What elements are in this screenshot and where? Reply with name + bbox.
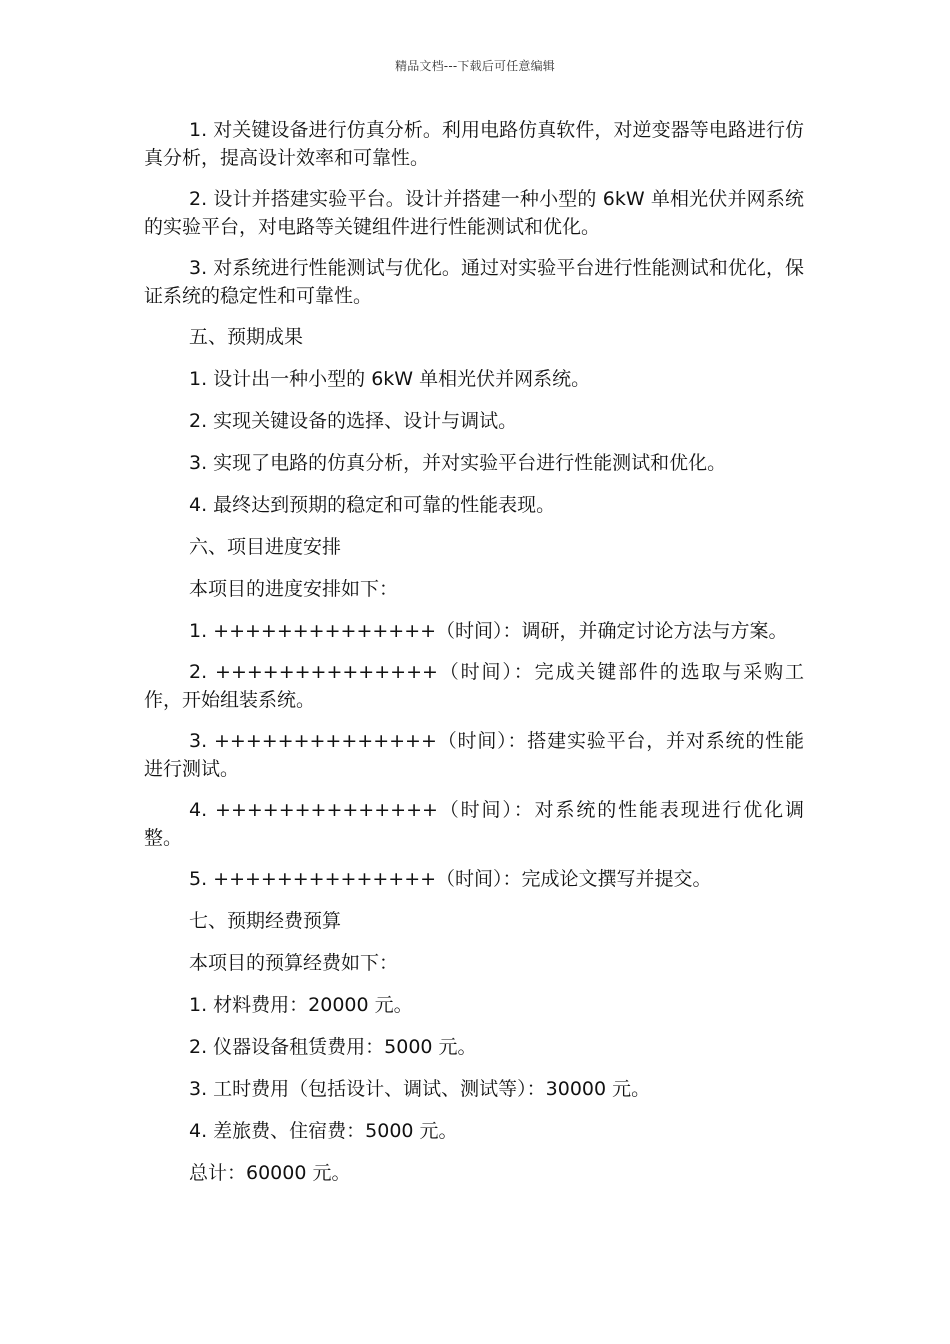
document-body [144, 116, 804, 1201]
paragraph-simulation-analysis: 1. 对关键设备进行仿真分析。利用电路仿真软件，对逆变器等电路进行仿真分析，提高设计效率和可靠性。 [144, 119, 804, 169]
budget-total: 总计：60000 元。 [189, 1162, 351, 1184]
page-header: 精品文档---下载后可任意编辑 [395, 59, 555, 73]
list-item-result-4: 4. 最终达到预期的稳定和可靠的性能表现。 [189, 494, 556, 516]
section-heading-expected-results: 五、预期成果 [189, 326, 304, 348]
list-item-budget-4: 4. 差旅费、住宿费：5000 元。 [189, 1120, 458, 1142]
list-item-schedule-2: 2. ++++++++++++++（时间）：完成关键部件的选取与采购工作，开始组装系统。 [144, 661, 804, 711]
section-heading-schedule: 六、项目进度安排 [189, 536, 342, 558]
list-item-schedule-3: 3. ++++++++++++++（时间）：搭建实验平台，并对系统的性能进行测试。 [144, 730, 804, 780]
paragraph-build-platform: 2. 设计并搭建实验平台。设计并搭建一种小型的 6kW 单相光伏并网系统的实验平台，对电路等关键组件进行性能测试和优化。 [144, 188, 804, 238]
schedule-intro: 本项目的进度安排如下： [189, 578, 399, 600]
section-heading-budget: 七、预期经费预算 [189, 910, 342, 932]
list-item-budget-1: 1. 材料费用：20000 元。 [189, 994, 413, 1016]
list-item-schedule-5: 5. ++++++++++++++（时间）：完成论文撰写并提交。 [189, 868, 712, 890]
list-item-schedule-4: 4. ++++++++++++++（时间）：对系统的性能表现进行优化调整。 [144, 799, 804, 849]
list-item-budget-2: 2. 仪器设备租赁费用：5000 元。 [189, 1036, 477, 1058]
list-item-schedule-1: 1. ++++++++++++++（时间）：调研，并确定讨论方法与方案。 [189, 620, 788, 642]
list-item-result-1: 1. 设计出一种小型的 6kW 单相光伏并网系统。 [189, 368, 591, 390]
budget-intro: 本项目的预算经费如下： [189, 952, 399, 974]
list-item-budget-3: 3. 工时费用（包括设计、调试、测试等）：30000 元。 [189, 1078, 651, 1100]
list-item-result-2: 2. 实现关键设备的选择、设计与调试。 [189, 410, 518, 432]
list-item-result-3: 3. 实现了电路的仿真分析，并对实验平台进行性能测试和优化。 [189, 452, 727, 474]
paragraph-performance-test: 3. 对系统进行性能测试与优化。通过对实验平台进行性能测试和优化，保证系统的稳定性和可靠性。 [144, 257, 804, 307]
